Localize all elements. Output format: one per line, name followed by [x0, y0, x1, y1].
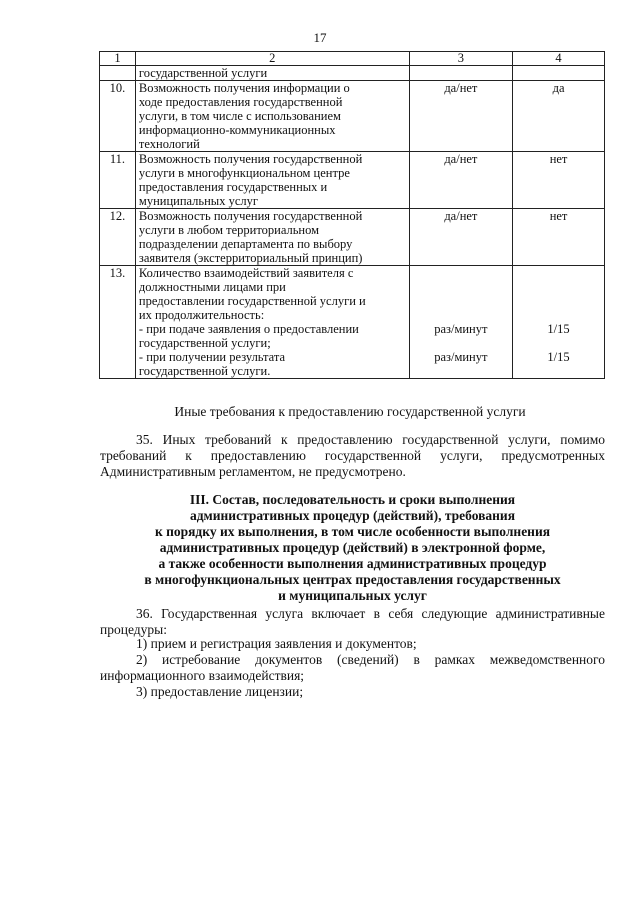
header-col-3: 3: [409, 52, 512, 66]
paragraph-36: 36. Государственная услуга включает в себя следующие административные процедуры:: [100, 606, 605, 637]
chapter-heading: III. Состав, последовательность и сроки выполнения административных процедур (действий), требования к порядку их выполнения, в том числе особенности выполнения административных процедур (действий) в электронной форме, а также особенности выполнения административных процедур в многофункциональных центрах предоставления государственных и муниципальных услуг: [144, 492, 561, 603]
row-unit: да/нет: [409, 152, 512, 209]
continuation-text: государственной услуги: [135, 66, 409, 81]
row-description: Количество взаимодействий заявителя с должностными лицами при предоставлении государственной услуги и их продолжительность: - при подаче заявления о предоставлении государственной услуги; - при получении результата государственной услуги.: [135, 266, 409, 379]
row-unit: раз/минут раз/минут: [409, 266, 512, 379]
row-number: 10.: [100, 81, 136, 152]
list-item: 1) прием и регистрация заявления и документов;: [136, 636, 417, 651]
table-row: [100, 66, 605, 81]
table-row: [100, 81, 605, 152]
row-value: нет: [513, 209, 605, 266]
row-number: 11.: [100, 152, 136, 209]
table-row: [100, 209, 605, 266]
section-heading: Иные требования к предоставлению государственной услуги: [174, 404, 526, 419]
row-number: 13.: [100, 266, 136, 379]
row-description: Возможность получения государственной услуги в любом территориальном подразделении департамента по выбору заявителя (экстерриториальный принцип): [135, 209, 409, 266]
row-value: да: [513, 81, 605, 152]
row-unit: да/нет: [409, 209, 512, 266]
requirements-table: [99, 51, 605, 379]
row-description: Возможность получения государственной услуги в многофункциональном центре предоставления государственных и муниципальных услуг: [135, 152, 409, 209]
list-item: 3) предоставление лицензии;: [136, 684, 304, 699]
row-description: Возможность получения информации о ходе предоставления государственной услуги, в том числе с использованием информационно-коммуникационных технологий: [135, 81, 409, 152]
paragraph-35: 35. Иных требований к предоставлению государственной услуги, помимо требований к предоставлению государственной услуги, предусмотренных Административным регламентом, не предусмотрено.: [100, 432, 605, 479]
row-number: 12.: [100, 209, 136, 266]
table-row: [100, 266, 605, 379]
header-col-4: 4: [513, 52, 605, 66]
table-header-row: [100, 52, 605, 66]
header-col-1: 1: [100, 52, 136, 66]
row-value: 1/15 1/15: [513, 266, 605, 379]
list-item: 2) истребование документов (сведений) в рамках межведомственного информационного взаимодействия;: [100, 652, 605, 683]
header-col-2: 2: [135, 52, 409, 66]
row-unit: да/нет: [409, 81, 512, 152]
row-value: нет: [513, 152, 605, 209]
page-number: 17: [313, 30, 327, 45]
table-row: [100, 152, 605, 209]
